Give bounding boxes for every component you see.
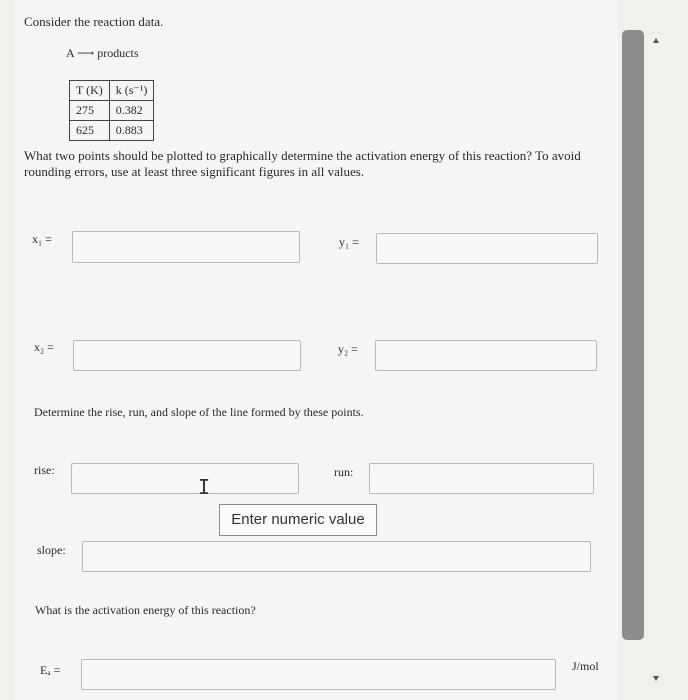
activation-energy-prompt: What is the activation energy of this reaction?: [35, 603, 256, 617]
rise-label: rise:: [34, 463, 55, 477]
table-cell: 625: [70, 121, 110, 141]
scroll-up-icon[interactable]: [653, 38, 659, 43]
data-table: [69, 80, 154, 141]
x2-label: x₂ =: [34, 340, 54, 354]
products: products: [97, 46, 139, 60]
run-input[interactable]: [369, 463, 594, 494]
table-row: [70, 101, 154, 121]
scroll-down-icon[interactable]: [653, 676, 659, 681]
y1-input[interactable]: [376, 233, 598, 264]
table-cell: 0.883: [109, 121, 154, 141]
reaction-arrow-icon: ⟶: [77, 46, 95, 60]
slope-input[interactable]: [82, 541, 591, 572]
question-panel: [14, 0, 618, 700]
x2-input[interactable]: [73, 340, 301, 371]
reactant: A: [66, 46, 75, 60]
rise-run-prompt: Determine the rise, run, and slope of the line formed by these points.: [34, 405, 364, 419]
input-tooltip: Enter numeric value: [219, 504, 377, 536]
table-header-t: T (K): [70, 81, 110, 101]
table-cell: 275: [70, 101, 110, 121]
table-row: [70, 121, 154, 141]
y1-label: y₁ =: [339, 235, 359, 249]
table-header-row: [70, 81, 154, 101]
intro-text: Consider the reaction data.: [24, 14, 164, 29]
ea-label: Eₐ =: [40, 663, 61, 677]
table-header-k: k (s⁻¹): [109, 81, 154, 101]
reaction-equation: [66, 46, 186, 61]
ea-input[interactable]: [81, 659, 556, 690]
ea-unit: J/mol: [572, 659, 599, 673]
y2-label: y₂ =: [338, 342, 358, 356]
prompt-text: What two points should be plotted to graphically determine the activation energy of this reaction? To avoid rounding errors, use at least three significant figures in all values.: [24, 148, 581, 179]
rise-input[interactable]: [71, 463, 299, 494]
text-cursor-icon: I: [198, 475, 211, 499]
slope-label: slope:: [37, 543, 66, 557]
x1-label: x₁ =: [32, 232, 52, 246]
y2-input[interactable]: [375, 340, 597, 371]
run-label: run:: [334, 465, 354, 479]
x1-input[interactable]: [72, 231, 300, 263]
vertical-scrollbar[interactable]: [622, 30, 644, 640]
table-cell: 0.382: [109, 101, 154, 121]
